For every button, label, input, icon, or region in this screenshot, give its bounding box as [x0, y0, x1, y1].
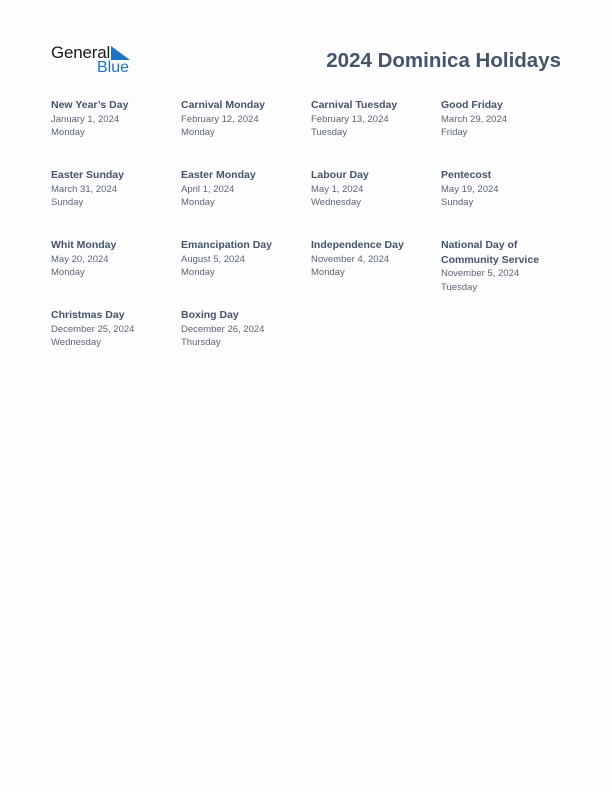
holiday-name: Emancipation Day: [181, 239, 273, 251]
holiday-date: December 26, 2024: [181, 323, 265, 335]
holiday-item: [441, 98, 565, 140]
holiday-item: [51, 168, 175, 210]
holiday-name: Labour Day: [311, 169, 369, 181]
holiday-name: Easter Monday: [181, 169, 256, 181]
holiday-weekday: Sunday: [441, 197, 474, 208]
holiday-weekday: Monday: [181, 127, 215, 138]
holiday-item: [181, 98, 305, 140]
holiday-weekday: Tuesday: [441, 281, 478, 293]
holiday-date: March 29, 2024: [441, 113, 508, 125]
holiday-date: November 4, 2024: [311, 253, 390, 265]
holiday-date: May 1, 2024: [311, 183, 364, 195]
holiday-item: [51, 98, 175, 140]
holiday-item: [51, 238, 175, 280]
holiday-date: May 19, 2024: [441, 183, 499, 195]
holiday-weekday: Thursday: [181, 337, 221, 348]
holiday-date: January 1, 2024: [51, 113, 120, 125]
holiday-name: Boxing Day: [181, 309, 239, 321]
holiday-date: March 31, 2024: [51, 183, 118, 195]
holiday-weekday: Monday: [51, 127, 85, 138]
holiday-name: New Year’s Day: [51, 99, 129, 111]
holiday-name: Easter Sunday: [51, 169, 124, 181]
holiday-date: November 5, 2024: [441, 268, 520, 279]
holiday-date: August 5, 2024: [181, 253, 245, 265]
holiday-date: December 25, 2024: [51, 323, 135, 335]
holiday-weekday: Monday: [51, 267, 85, 278]
holiday-date: February 12, 2024: [181, 113, 259, 125]
holiday-name: Carnival Tuesday: [311, 99, 398, 111]
logo-word-general: General: [51, 43, 111, 62]
holiday-weekday: Tuesday: [311, 127, 348, 138]
holiday-name: Carnival Monday: [181, 99, 266, 111]
holiday-weekday: Monday: [181, 267, 215, 278]
holiday-item: [181, 238, 305, 280]
holiday-item: [311, 168, 435, 210]
holiday-item: [51, 308, 175, 350]
holiday-name: National Day of Community Service: [441, 239, 540, 266]
holiday-weekday: Friday: [441, 127, 468, 138]
holiday-weekday: Sunday: [51, 197, 84, 208]
page-title: 2024 Dominica Holidays: [326, 49, 561, 72]
holiday-item: [441, 168, 565, 210]
holiday-name: Independence Day: [311, 239, 404, 251]
logo-triangle-icon: [111, 46, 130, 60]
holiday-date: February 13, 2024: [311, 113, 389, 125]
holiday-date: April 1, 2024: [181, 183, 235, 195]
holiday-weekday: Monday: [311, 267, 345, 278]
logo: [51, 44, 141, 78]
holiday-item: [181, 308, 305, 350]
logo-word-blue: Blue: [97, 59, 130, 76]
holiday-weekday: Wednesday: [51, 337, 101, 348]
holiday-item: [311, 238, 435, 280]
holiday-name: Christmas Day: [51, 309, 125, 321]
holiday-weekday: Monday: [181, 197, 215, 208]
holiday-item: [441, 238, 551, 294]
holiday-weekday: Wednesday: [311, 197, 361, 208]
holiday-name: Whit Monday: [51, 239, 117, 251]
holiday-item: [311, 98, 435, 140]
holiday-date: May 20, 2024: [51, 253, 109, 265]
holiday-item: [181, 168, 305, 210]
holiday-name: Pentecost: [441, 169, 492, 181]
holiday-name: Good Friday: [441, 99, 503, 111]
